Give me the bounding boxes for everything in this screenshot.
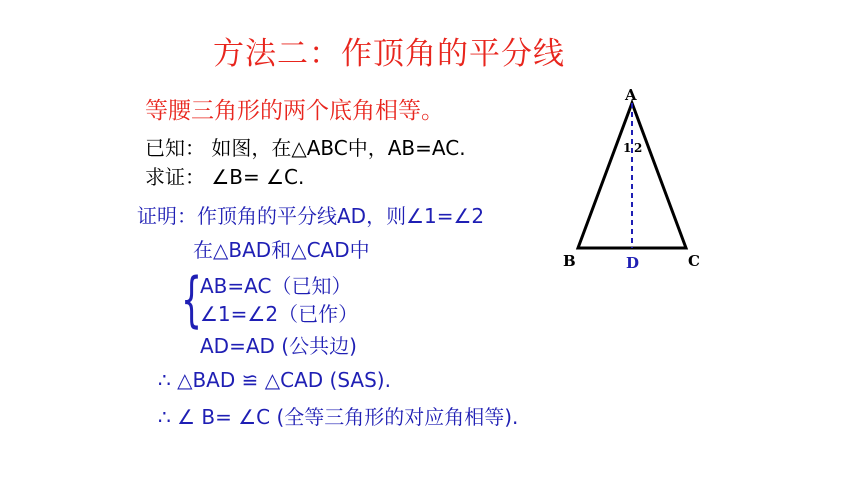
conclusion-2: ∴ ∠ B= ∠C (全等三角形的对应角相等). (158, 405, 519, 429)
vertex-label-a: A (625, 86, 637, 104)
page-title: 方法二：作顶角的平分线 (213, 36, 565, 72)
point-label-d: D (626, 254, 640, 272)
vertex-label-b: B (563, 252, 576, 270)
angle-label-1: 1 (623, 141, 632, 155)
triangle-figure (555, 85, 715, 275)
proof-line-2: 在△BAD和△CAD中 (193, 238, 370, 262)
condition-3: AD=AD (公共边) (200, 334, 357, 358)
given-statement: 已知： 如图，在△ABC中，AB=AC. (145, 136, 466, 160)
to-prove-statement: 求证： ∠B= ∠C. (145, 165, 305, 189)
conclusion-1: ∴ △BAD ≌ △CAD (SAS). (158, 368, 391, 392)
angle-label-2: 2 (634, 141, 643, 155)
condition-2: ∠1=∠2（已作） (200, 302, 359, 326)
vertex-label-c: C (688, 252, 700, 270)
condition-brace: { (181, 265, 203, 335)
theorem-statement: 等腰三角形的两个底角相等。 (145, 98, 444, 124)
proof-line-1: 证明：作顶角的平分线AD，则∠1=∠2 (137, 204, 485, 228)
condition-1: AB=AC（已知） (200, 274, 352, 298)
